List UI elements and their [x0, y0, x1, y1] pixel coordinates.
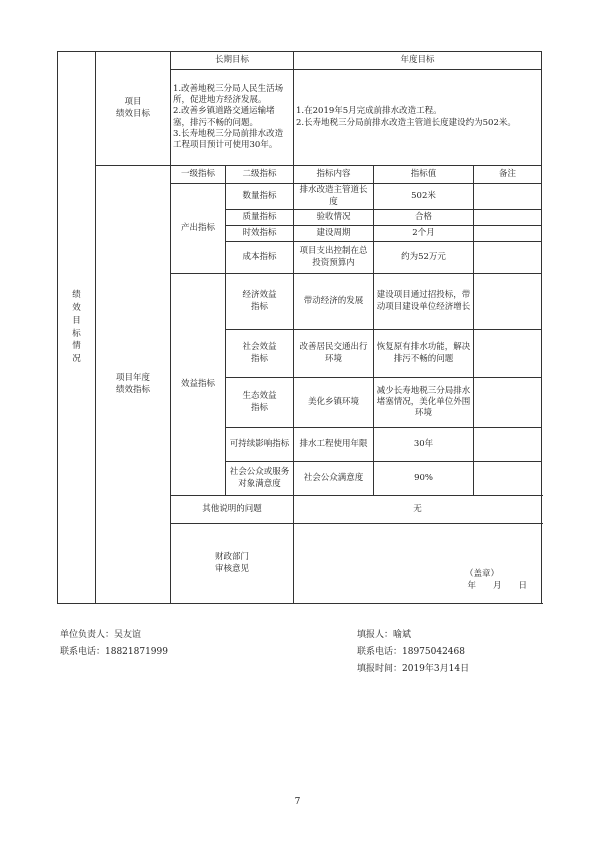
section-label-char: 况: [72, 354, 81, 364]
phone-left: 联系电话：18821871999: [60, 647, 168, 657]
column-header: 一级指标: [171, 166, 226, 184]
table-row: 项目支出控制在总投资预算内: [294, 242, 374, 274]
table-row: 数量指标: [226, 184, 294, 210]
remark-cell: [474, 184, 542, 210]
phone-right: 联系电话：18975042468: [357, 647, 465, 657]
table-row: 排水工程使用年限: [294, 428, 374, 462]
table-row: 恢复原有排水功能，解决排污不畅的问题: [374, 330, 474, 378]
table-row: 生态效益 指标: [226, 378, 294, 428]
section-label-char: 效: [72, 303, 81, 313]
table-row: 带动经济的发展: [294, 274, 374, 330]
indicators-label: 项目年度 绩效指标: [96, 166, 171, 604]
annual-goal-text: 1.在2019年5月完成前排水改造工程。 2.长寿地税三分局前排水改造主管道长度建设约为502米。: [294, 70, 542, 166]
long-term-header: 长期目标: [171, 52, 294, 70]
finance-review-label: 财政部门 审核意见: [171, 524, 294, 604]
remark-cell: [474, 242, 542, 274]
remark-cell: [474, 330, 542, 378]
section-label: [58, 52, 96, 604]
review-date: 年 月 日: [467, 581, 528, 592]
page-number: 7: [294, 797, 301, 807]
section-label-char: 情: [72, 341, 81, 352]
table-row: 2个月: [374, 226, 474, 242]
column-header: 备注: [474, 166, 542, 184]
table-row: 改善居民交通出行环境: [294, 330, 374, 378]
table-row: 可持续影响指标: [226, 428, 294, 462]
output-indicator-label: 产出指标: [171, 184, 226, 274]
table-row: 质量指标: [226, 210, 294, 226]
responsible-person: 单位负责人：吴友谊: [60, 630, 142, 640]
stamp-label: （盖章）: [465, 569, 500, 580]
section-label-char: 绩: [72, 290, 81, 301]
table-row: 社会公众或服务 对象满意度: [226, 462, 294, 496]
remark-cell: [474, 210, 542, 226]
table-row: 成本指标: [226, 242, 294, 274]
table-row: 建设周期: [294, 226, 374, 242]
column-header: 指标内容: [294, 166, 374, 184]
column-header: 二级指标: [226, 166, 294, 184]
table-row: 排水改造主管道长度: [294, 184, 374, 210]
table-row: 美化乡镇环境: [294, 378, 374, 428]
table-row: 减少长寿地税三分局排水堵塞情况，美化单位外围环境: [374, 378, 474, 428]
table-row: 约为52万元: [374, 242, 474, 274]
table-row: 502米: [374, 184, 474, 210]
long-term-goal-text: 1.改善地税三分局人民生活场所，促进地方经济发展。 2.改善乡镇道路交通运输堵塞，排污不畅的问题。 3.长寿地税三分局前排水改造工程项目预计可使用30年。: [171, 70, 294, 166]
finance-review-area: [294, 524, 542, 604]
table-row: 合格: [374, 210, 474, 226]
performance-table: [57, 51, 542, 604]
fill-time: 填报时间：2019年3月14日: [357, 664, 470, 674]
remark-cell: [474, 226, 542, 242]
goals-label: 项目 绩效目标: [96, 52, 171, 166]
table-row: 90%: [374, 462, 474, 496]
filler: 填报人：喻斌: [357, 630, 412, 640]
table-row: 验收情况: [294, 210, 374, 226]
annual-header: 年度目标: [294, 52, 542, 70]
table-row: 时效指标: [226, 226, 294, 242]
other-notes-label: 其他说明的问题: [171, 496, 294, 524]
section-label-char: 目: [72, 315, 81, 326]
remark-cell: [474, 428, 542, 462]
table-row: 建设项目通过招投标，带动项目建设单位经济增长: [374, 274, 474, 330]
section-label-char: 标: [72, 328, 81, 339]
table-row: 社会公众满意度: [294, 462, 374, 496]
column-header: 指标值: [374, 166, 474, 184]
benefit-indicator-label: 效益指标: [171, 274, 226, 496]
remark-cell: [474, 378, 542, 428]
table-row: 经济效益 指标: [226, 274, 294, 330]
table-row: 30年: [374, 428, 474, 462]
remark-cell: [474, 274, 542, 330]
other-notes-value: 无: [294, 496, 542, 524]
remark-cell: [474, 462, 542, 496]
table-row: 社会效益 指标: [226, 330, 294, 378]
